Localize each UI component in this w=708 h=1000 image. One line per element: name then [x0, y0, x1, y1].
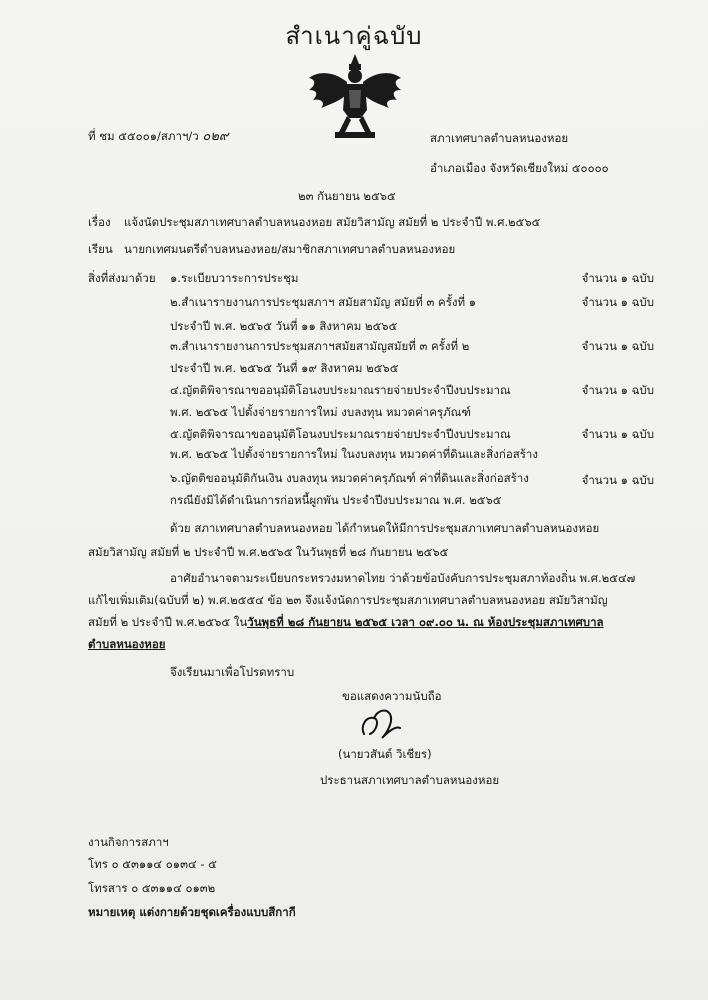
regards: ขอแสดงความนับถือ: [342, 689, 442, 703]
enclosure-qty: จำนวน ๑ ฉบับ: [581, 383, 654, 397]
signatory-position: ประธานสภาเทศบาลตำบลหนองหอย: [320, 773, 500, 787]
enclosure-item-line2: ประจำปี พ.ศ. ๒๕๖๕ วันที่ ๑๙ สิงหาคม ๒๕๖๕: [170, 361, 399, 375]
enclosure-qty: จำนวน ๑ ฉบับ: [581, 271, 654, 285]
telephone: โทร ๐ ๕๓๑๑๔ ๐๑๓๔ - ๕: [88, 857, 217, 871]
enclosure-qty: จำนวน ๑ ฉบับ: [581, 427, 654, 441]
body-paragraph-1: ด้วย สภาเทศบาลตำบลหนองหอย ได้กำหนดให้มีการประชุมสภาเทศบาลตำบลหนองหอย: [170, 521, 600, 535]
meeting-schedule-line: สมัยที่ ๒ ประจำปี พ.ศ.๒๕๖๕ ในวันพุธที่ ๒๘ กันยายน ๒๕๖๕ เวลา ๐๙.๐๐ น. ณ ห้องประชุมสภาเทศบาล: [88, 615, 604, 629]
enclosure-item-line2: กรณียังมิได้ดำเนินการก่อหนี้ผูกพัน ประจำปีงบประมาณ พ.ศ. ๒๕๖๕: [170, 493, 502, 507]
enclosure-qty: จำนวน ๑ ฉบับ: [581, 473, 654, 487]
enclosure-item: ๕.ญัตติพิจารณาขออนุมัติโอนงบประมาณรายจ่ายประจำปีงบประมาณ: [170, 427, 511, 441]
enclosure-qty: จำนวน ๑ ฉบับ: [581, 295, 654, 309]
enclosure-qty: จำนวน ๑ ฉบับ: [581, 339, 654, 353]
body-paragraph-2-cont: แก้ไขเพิ่มเติม(ฉบับที่ ๒) พ.ศ.๒๕๕๔ ข้อ ๒๓ จึงแจ้งนัดการประชุมสภาเทศบาลตำบลหนองหอย สมัยวิสามัญ: [88, 593, 608, 607]
signatory-name: (นายวสันต์ วิเชียร): [338, 747, 432, 761]
enclosure-item: ๑.ระเบียบวาระการประชุม: [170, 271, 299, 285]
office-name: สภาเทศบาลตำบลหนองหอย: [430, 131, 569, 145]
enclosure-item: ๓.สำเนารายงานการประชุมสภาฯสมัยสามัญสมัยที่ ๓ ครั้งที่ ๒: [170, 339, 470, 353]
meeting-venue: ตำบลหนองหอย: [88, 637, 166, 651]
enclosure-item: ๖.ญัตติขออนุมัติกันเงิน งบลงทุน หมวดค่าครุภัณฑ์ ค่าที่ดินและสิ่งก่อสร้าง: [170, 471, 529, 485]
fax: โทรสาร ๐ ๕๓๑๑๔ ๐๑๓๒: [88, 881, 216, 895]
enclosure-item-line2: พ.ศ. ๒๕๖๕ ไปตั้งจ่ายรายการใหม่ ในงบลงทุน หมวดค่าที่ดินและสิ่งก่อสร้าง: [170, 447, 538, 461]
handwritten-signature: [356, 704, 404, 744]
enclosure-item: ๒.สำเนารายงานการประชุมสภาฯ สมัยสามัญ สมัยที่ ๓ ครั้งที่ ๑: [170, 295, 477, 309]
enclosures-label: สิ่งที่ส่งมาด้วย: [88, 271, 156, 285]
closing-line: จึงเรียนมาเพื่อโปรดทราบ: [170, 665, 295, 679]
body-paragraph-2: อาศัยอำนาจตามระเบียบกระทรวงมหาดไทย ว่าด้วยข้อบังคับการประชุมสภาท้องถิ่น พ.ศ.๒๕๔๗: [170, 571, 636, 585]
garuda-emblem-icon: [305, 52, 405, 144]
subject-label: เรื่อง: [88, 215, 111, 229]
office-address: อำเภอเมือง จังหวัดเชียงใหม่ ๕๐๐๐๐: [430, 161, 609, 175]
meeting-datetime: วันพุธที่ ๒๘ กันยายน ๒๕๖๕ เวลา ๐๙.๐๐ น. ณ ห้องประชุมสภาเทศบาล: [247, 615, 604, 629]
subject-text: แจ้งนัดประชุมสภาเทศบาลตำบลหนองหอย สมัยวิสามัญ สมัยที่ ๒ ประจำปี พ.ศ.๒๕๖๕: [124, 215, 541, 229]
enclosure-item: ๔.ญัตติพิจารณาขออนุมัติโอนงบประมาณรายจ่ายประจำปีงบประมาณ: [170, 383, 511, 397]
body-paragraph-1-cont: สมัยวิสามัญ สมัยที่ ๒ ประจำปี พ.ศ.๒๕๖๕ ในวันพุธที่ ๒๘ กันยายน ๒๕๖๕: [88, 545, 449, 559]
document-title: สำเนาคู่ฉบับ: [285, 22, 423, 50]
enclosure-item-line2: ประจำปี พ.ศ. ๒๕๖๕ วันที่ ๑๑ สิงหาคม ๒๕๖๕: [170, 319, 398, 333]
addressee-text: นายกเทศมนตรีตำบลหนองหอย/สมาชิกสภาเทศบาลตำบลหนองหอย: [124, 242, 456, 256]
dress-code-note: หมายเหตุ แต่งกายด้วยชุดเครื่องแบบสีกากี: [88, 905, 296, 919]
addressee-label: เรียน: [88, 242, 113, 256]
enclosure-item-line2: พ.ศ. ๒๕๖๕ ไปตั้งจ่ายรายการใหม่ งบลงทุน หมวดค่าครุภัณฑ์: [170, 405, 471, 419]
reference-number: ที่ ชม ๕๕๐๐๑/สภาฯ/ว ๐๒๙: [88, 129, 229, 144]
department: งานกิจการสภาฯ: [88, 835, 169, 849]
document-date: ๒๓ กันยายน ๒๕๖๕: [298, 189, 396, 203]
